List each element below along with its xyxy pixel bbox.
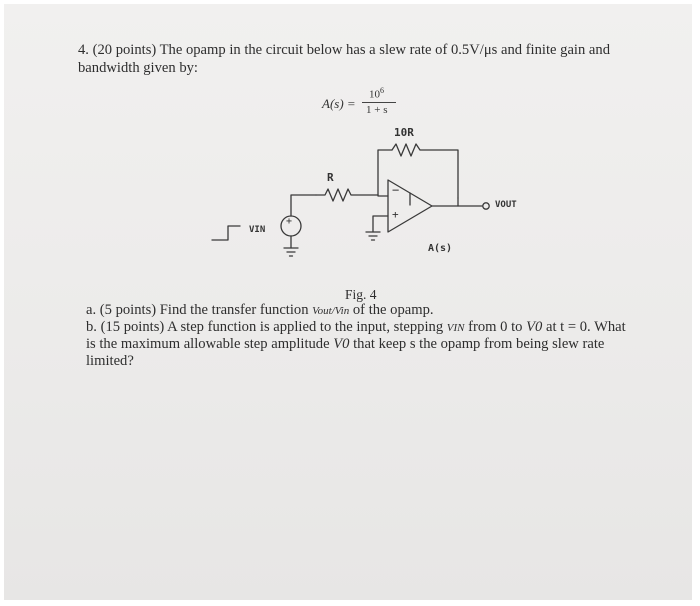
problem-statement-line-1: 4. (20 points) The opamp in the circuit below has a slew rate of 0.5V/μs and finite gain and xyxy=(78,42,610,58)
formula-exponent: 6 xyxy=(380,86,384,95)
inverting-input-sign: − xyxy=(392,183,400,197)
part-a-ratio: Vout/Vin xyxy=(312,305,350,317)
part-b-line-2: is the maximum allowable step amplitude V0 that keep s the opamp from being slew rate xyxy=(86,336,605,352)
formula-lhs: A(s) = xyxy=(322,96,356,111)
source-label: VIN xyxy=(249,225,266,235)
figure-caption: Fig. 4 xyxy=(345,287,377,302)
source-polarity-sign: + xyxy=(286,216,293,227)
part-b-line-3: limited? xyxy=(86,353,134,369)
input-resistor-label: R xyxy=(327,171,334,184)
input-resistor-symbol xyxy=(316,189,378,201)
output-terminal xyxy=(483,203,489,209)
feedback-resistor-symbol xyxy=(392,144,458,198)
problem-statement-line-2: bandwidth given by: xyxy=(78,60,198,76)
opamp-label: A(s) xyxy=(428,243,453,254)
part-a-question: a. (5 points) Find the transfer function Vout/Vin of the opamp. xyxy=(86,302,434,318)
part-b-line-1: b. (15 points) A step function is applied to the input, stepping VIN from 0 to V0 at t = 0. What xyxy=(86,319,626,335)
feedback-resistor-label: 10R xyxy=(394,126,414,139)
output-label: VOUT xyxy=(495,200,517,210)
noninverting-input-sign: + xyxy=(392,208,399,221)
formula-numerator: $10^6$ xyxy=(369,86,384,101)
source-ground-symbol xyxy=(284,248,298,256)
formula-denominator: 1 + s xyxy=(366,104,388,116)
step-function-symbol xyxy=(212,226,240,240)
opamp-ground-symbol xyxy=(366,232,380,240)
